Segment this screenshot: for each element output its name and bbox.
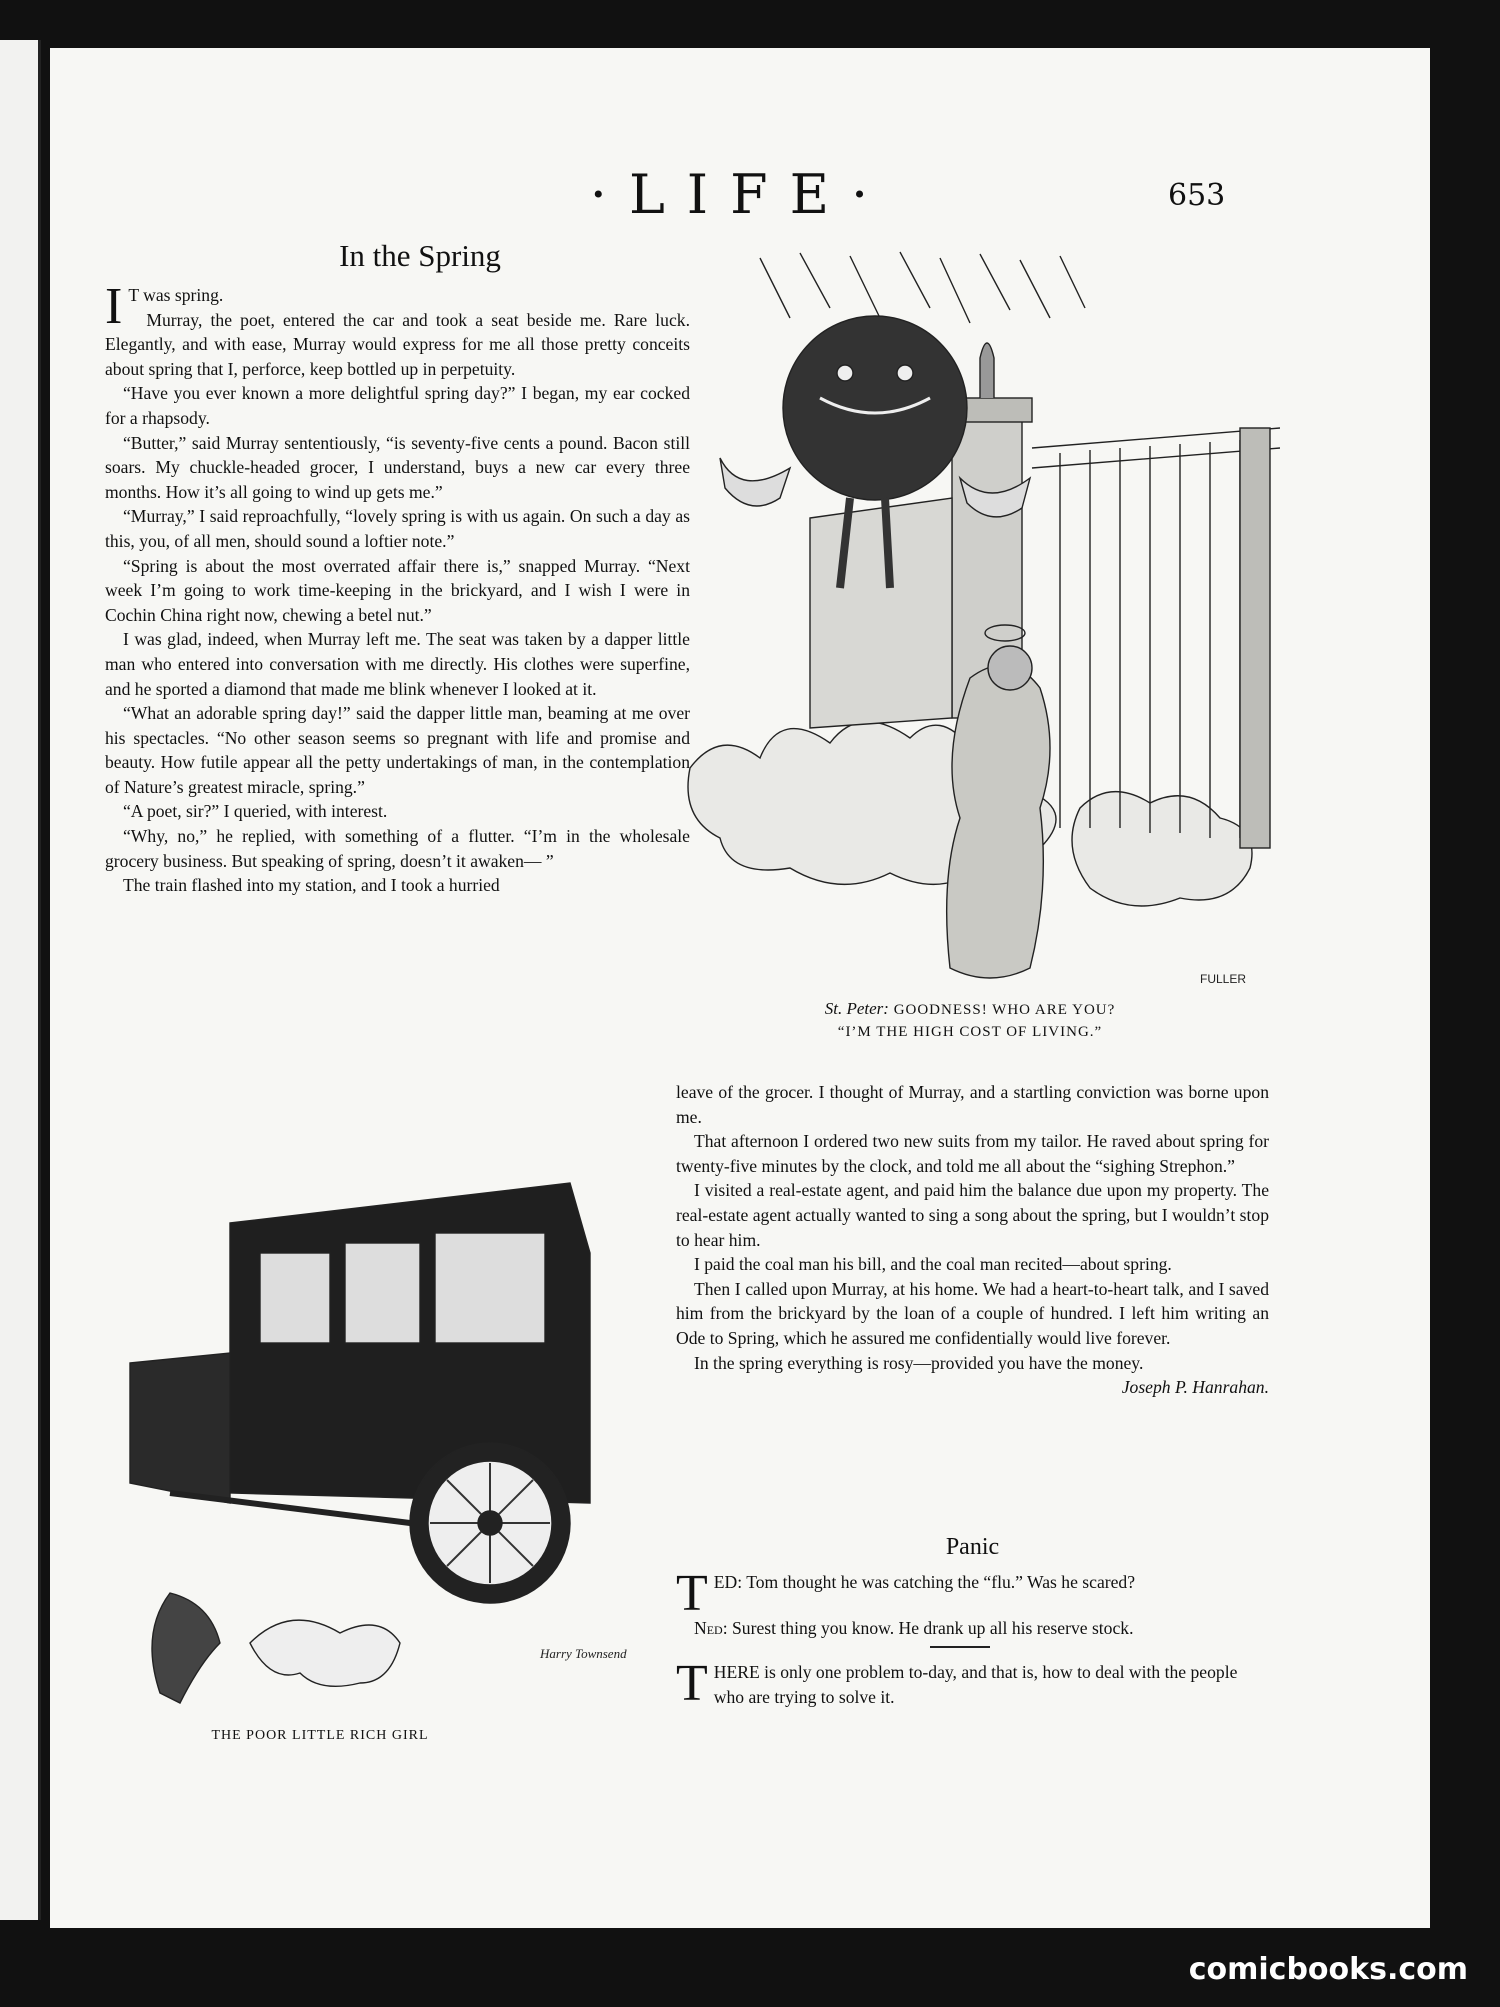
article-paragraph: “Butter,” said Murray sententiously, “is seventy-five cents a pound. Bacon still soars. My chuckle-headed grocer, I understand, buys a new car every three months. How it’s all going to wind up gets me.” [105,432,690,502]
article-paragraph: “Murray,” I said reproachfully, “lovely spring is with us again. On such a day as this, you, of all men, should sound a loftier note.” [105,506,690,551]
cartoon-st-peter-illustration [680,248,1280,988]
article-paragraph: I paid the coal man his bill, and the coal man recited—about spring. [694,1254,1172,1275]
article-paragraph: Then I called upon Murray, at his home. We had a heart-to-heart talk, and I saved him from the brickyard by the loan of a couple of hundred. I left him writing an Ode to Spring, which he assured me confidentially would live forever. [676,1278,1269,1348]
article-title: In the Spring [339,238,501,273]
caption-line-1: GOODNESS! WHO ARE YOU? [893,1002,1116,1018]
section-divider [930,1646,990,1648]
article-paragraph: “A poet, sir?” I queried, with interest. [123,801,388,822]
filler-quip [676,1655,1269,1712]
cartoon-car-illustration [110,1123,680,1723]
article-paragraph: The train flashed into my station, and I took a hurried [123,875,500,896]
drop-cap: T [676,1655,708,1712]
caption-speaker: St. Peter: [824,999,889,1018]
ted-line: TED: Tom thought he was catching the “flu.” Was he scared? [676,1565,1136,1622]
magazine-page [50,48,1430,1928]
article-paragraph: leave of the grocer. I thought of Murray, and a startling conviction was borne upon me. [676,1082,1269,1127]
article-paragraph: I T was spring. [105,278,224,335]
drop-cap: T [676,1565,708,1622]
article-paragraph: “Why, no,” he replied, with something of a flutter. “I’m in the wholesale grocery business. But speaking of spring, doesn’t it awaken— ” [105,826,690,871]
facing-page-edge [0,40,41,1920]
cartoon-caption [750,998,1190,1043]
article-paragraph: I visited a real-estate agent, and paid him the balance due upon my property. The real-estate agent actually wanted to sing a song about the spring, but I wouldn’t stop to hear him. [676,1180,1269,1250]
cartoon-caption: THE POOR LITTLE RICH GIRL [211,1728,429,1743]
article-paragraph: “Spring is about the most overrated affair there is,” snapped Murray. “Next week I’m going to work time-keeping in the brickyard, and I wish I were in Cochin China right now, chewing a betel nut.” [105,555,690,625]
article-column-1 [105,278,690,898]
panic-title: Panic [945,1534,1000,1560]
article-paragraph: That afternoon I ordered two new suits from my tailor. He raved about spring for twenty-five minutes by the clock, and told me all about the “sighing Strephon.” [676,1131,1269,1176]
drop-cap: I [105,278,123,335]
article-paragraph: I was glad, indeed, when Murray left me. The seat was taken by a dapper little man who entered into conversation with me directly. His clothes were superfine, and he sported a diamond that made me blink whenever I looked at it. [105,629,690,699]
ned-line: Ned: Surest thing you know. He drank up all his reserve stock. [694,1618,1134,1638]
article-paragraph: In the spring everything is rosy—provided you have the money. Joseph P. Hanrahan. [676,1351,1269,1376]
watermark: comicbooks.com [1188,1952,1468,1987]
page-number: 653 [1168,178,1226,213]
panic-dialogue [676,1565,1269,1641]
author-signature: Joseph P. Hanrahan. [1121,1377,1269,1398]
article-column-2 [676,1080,1269,1400]
filler-text: THERE is only one problem to-day, and that is, how to deal with the people who are trying to solve it. [676,1655,1238,1712]
article-paragraph: Murray, the poet, entered the car and took a seat beside me. Rare luck. Elegantly, and with ease, Murray would express for me all those pretty conceits about spring that I, perforce, keep bottled up in perpetuity. [105,309,690,379]
article-paragraph: “Have you ever known a more delightful spring day?” I began, my ear cocked for a rhapsody. [105,383,690,428]
masthead: ·LIFE· [589,163,891,226]
caption-line-2: “I’M THE HIGH COST OF LIVING.” [837,1024,1103,1040]
article-paragraph: “What an adorable spring day!” said the dapper little man, beaming at me over his spectacles. “No other season seems so pregnant with life and promise and beauty. How futile appear all the petty undertakings of man, in the contemplation of Nature’s greatest miracle, spring.” [105,703,690,797]
cartoon-signature: FULLER [1200,972,1247,986]
cartoon-signature: Harry Townsend [540,1646,627,1661]
